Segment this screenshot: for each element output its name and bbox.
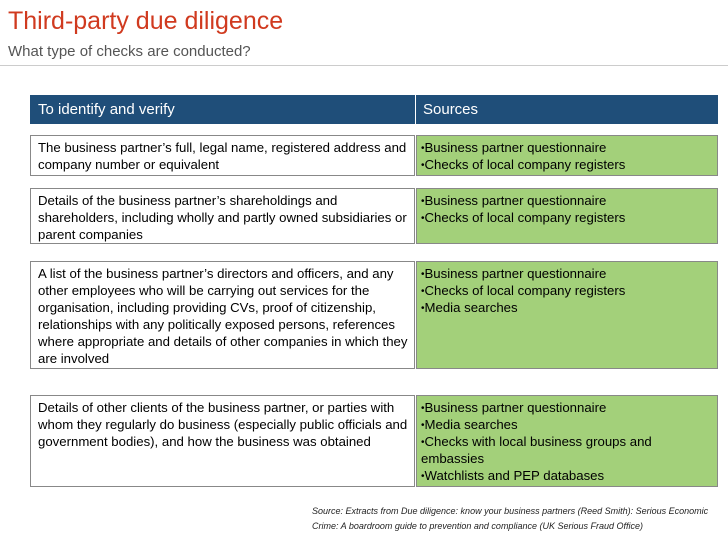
source-item: •Business partner questionnaire [421,140,607,155]
source-item: •Media searches [421,417,518,432]
source-item: •Checks of local company registers [421,157,626,172]
header-sources: Sources [416,95,718,124]
identify-cell: Details of other clients of the business partner, or parties with whom they regularly do business (especially public officials and government bodies), and how the business was obtained [30,395,415,487]
table-row [30,135,718,176]
bullet-glyph: • [421,143,425,154]
sources-cell [416,188,718,244]
bullet-glyph: • [421,403,425,414]
bullet-glyph: • [421,196,425,207]
table-header [30,95,718,124]
bullet-glyph: • [421,471,425,482]
sources-cell [416,135,718,176]
source-item: •Checks of local company registers [421,210,626,225]
table-row [30,395,718,487]
bullet-glyph: • [421,420,425,431]
source-item: •Business partner questionnaire [421,266,607,281]
source-item: •Media searches [421,300,518,315]
table-row [30,188,718,244]
source-item: •Checks of local company registers [421,283,626,298]
bullet-glyph: • [421,286,425,297]
slide-subtitle: What type of checks are conducted? [8,43,251,60]
source-item: •Checks with local business groups and embassies [421,434,652,466]
sources-cell [416,261,718,369]
bullet-glyph: • [421,303,425,314]
bullet-glyph: • [421,437,425,448]
header-identify: To identify and verify [30,95,415,124]
bullet-glyph: • [421,160,425,171]
sources-cell [416,395,718,487]
identify-cell: The business partner’s full, legal name, registered address and company number or equivalent [30,135,415,176]
table-row [30,261,718,369]
title-divider [0,65,728,66]
source-item: •Watchlists and PEP databases [421,468,605,483]
slide-title: Third-party due diligence [8,7,284,35]
source-item: •Business partner questionnaire [421,193,607,208]
source-footnote: Source: Extracts from Due diligence: know your business partners (Reed Smith): Serious Economic Crime: A boardroom guide to prevention and compliance (UK Serious Fraud Office) [312,506,709,531]
identify-cell: Details of the business partner’s shareholdings and shareholders, including wholly and partly owned subsidiaries or parent companies [30,188,415,244]
identify-cell: A list of the business partner’s directors and officers, and any other employees who will be carrying out services for the organisation, including providing CVs, proof of citizenship, relationships with any politically exposed persons, references where appropriate and details of other companies in which they are involved [30,261,415,369]
bullet-glyph: • [421,269,425,280]
bullet-glyph: • [421,213,425,224]
source-item: •Business partner questionnaire [421,400,607,415]
